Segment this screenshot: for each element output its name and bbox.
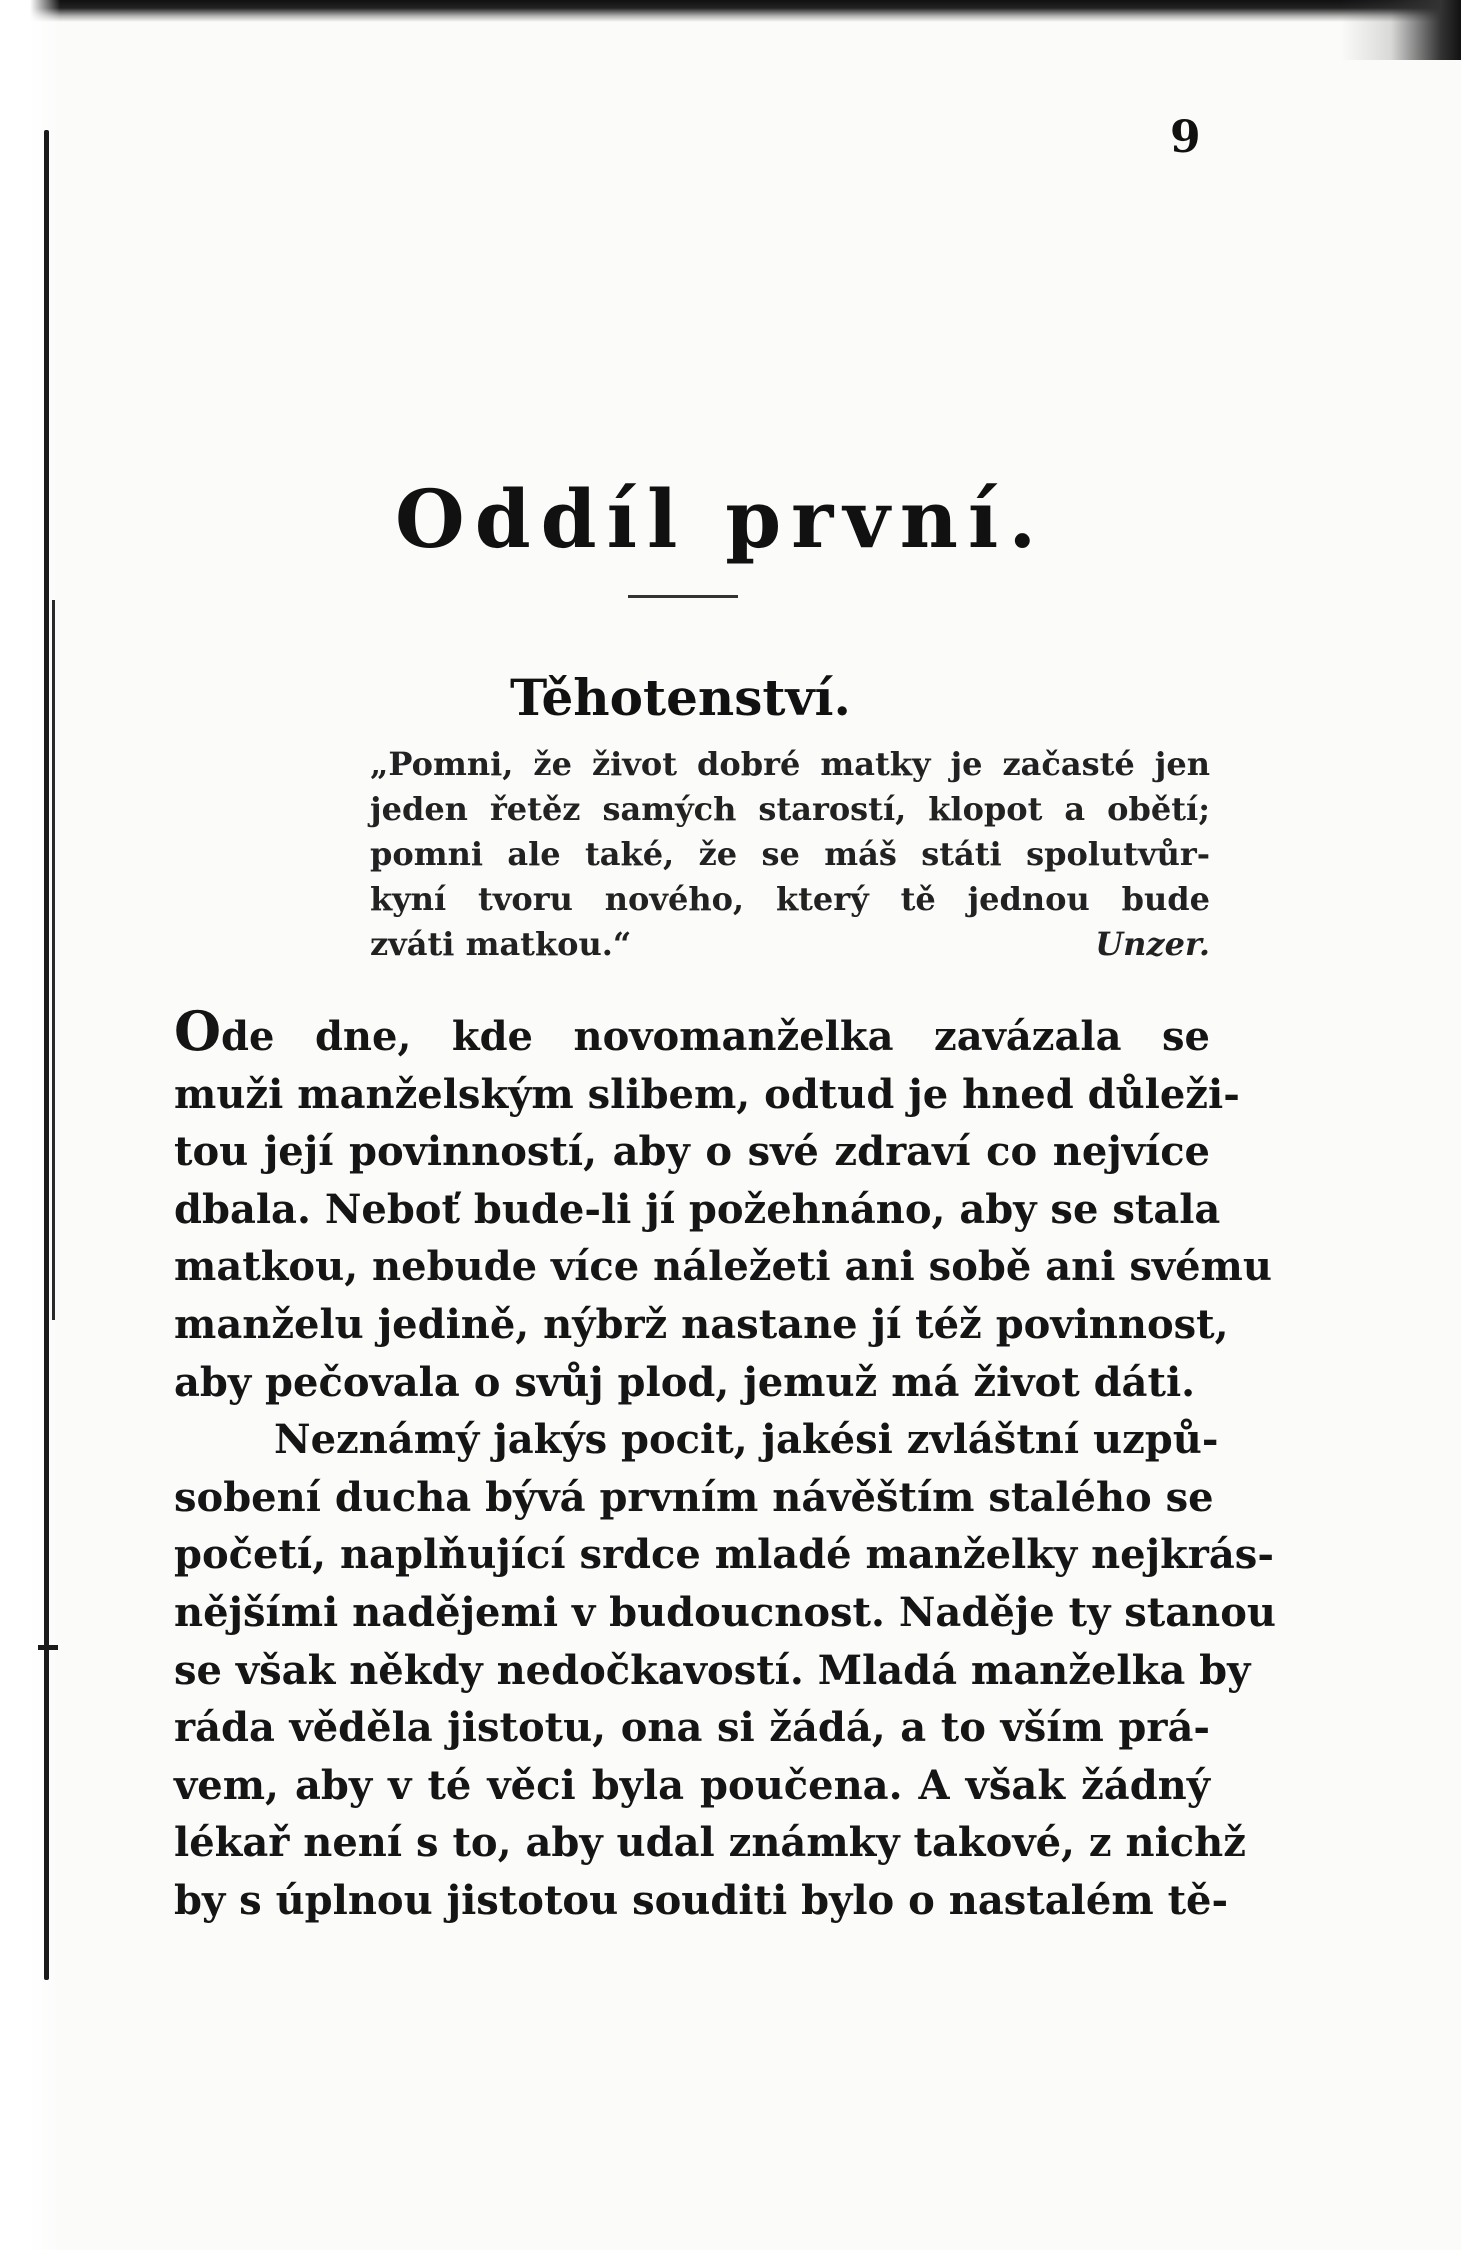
epigraph-line: pomni ale také, že se máš státi spolutvůr- xyxy=(370,835,1210,873)
paragraph-1-line: manželu jedině, nýbrž nastane jí též povinnost, xyxy=(174,1300,1229,1348)
paragraph-2-line: sobení ducha bývá prvním návěštím stalého se xyxy=(174,1473,1214,1521)
paragraph-2-line: Neznámý jakýs pocit, jakési zvláštní uzpů- xyxy=(274,1416,1219,1464)
chapter-heading: Těhotenství. xyxy=(510,668,851,727)
binding-shadow-line-secondary xyxy=(52,600,55,1320)
paragraph-1-line: dbala. Neboť bude-li jí požehnáno, aby se stala xyxy=(174,1185,1221,1233)
initial-letter: O xyxy=(174,999,222,1063)
scan-top-right-corner xyxy=(1341,0,1461,60)
paragraph-2-line: lékař není s to, aby udal známky takové, z nichž xyxy=(174,1819,1246,1867)
paragraph-1-line: muži manželským slibem, odtud je hned důleži- xyxy=(174,1070,1240,1118)
paragraph-2-line: nějšími nadějemi v budoucnost. Naděje ty stanou xyxy=(174,1588,1277,1636)
paragraph-2-line: se však někdy nedočkavostí. Mladá manželka by xyxy=(174,1646,1251,1694)
paragraph-2-line: by s úplnou jistotou souditi bylo o nastalém tě- xyxy=(174,1876,1229,1924)
title-rule xyxy=(628,595,738,598)
epigraph-line: jeden řetěz samých starostí, klopot a obětí; xyxy=(370,790,1210,828)
epigraph-author: Unzer. xyxy=(1095,925,1210,963)
scan-top-edge xyxy=(0,0,1461,22)
epigraph-line: kyní tvoru nového, který tě jednou bude xyxy=(370,880,1210,918)
epigraph-line: „Pomni, že život dobré matky je začasté jen xyxy=(370,745,1210,783)
paragraph-2-line: vem, aby v té věci byla poučena. A však žádný xyxy=(174,1761,1210,1809)
paragraph-1-last-line: aby pečovala o svůj plod, jemuž má život dáti. xyxy=(174,1358,1196,1406)
epigraph-line: zváti matkou.“ xyxy=(370,925,632,963)
paragraph-1-line: matkou, nebude více náležeti ani sobě ani svému xyxy=(174,1243,1272,1291)
paragraph-2-line: početí, naplňující srdce mladé manželky nejkrás- xyxy=(174,1531,1274,1579)
paragraph-1-line xyxy=(174,999,1210,1066)
epigraph xyxy=(370,742,1210,967)
binding-mark xyxy=(38,1645,58,1672)
section-title: Oddíl první. xyxy=(395,472,1047,566)
page-number: 9 xyxy=(1170,112,1201,163)
epigraph-last-line xyxy=(370,922,1210,967)
paragraph-2-line: ráda věděla jistotu, ona si žádá, a to vším prá- xyxy=(174,1704,1210,1752)
paragraph-1-line: tou její povinností, aby o své zdraví co nejvíce xyxy=(174,1128,1210,1176)
body-text xyxy=(174,999,1277,1930)
scan-left-margin xyxy=(0,0,60,2250)
paragraph-1-first-line-text: de dne, kde novomanželka zavázala se xyxy=(221,1013,1210,1060)
binding-shadow-line xyxy=(44,130,49,1980)
